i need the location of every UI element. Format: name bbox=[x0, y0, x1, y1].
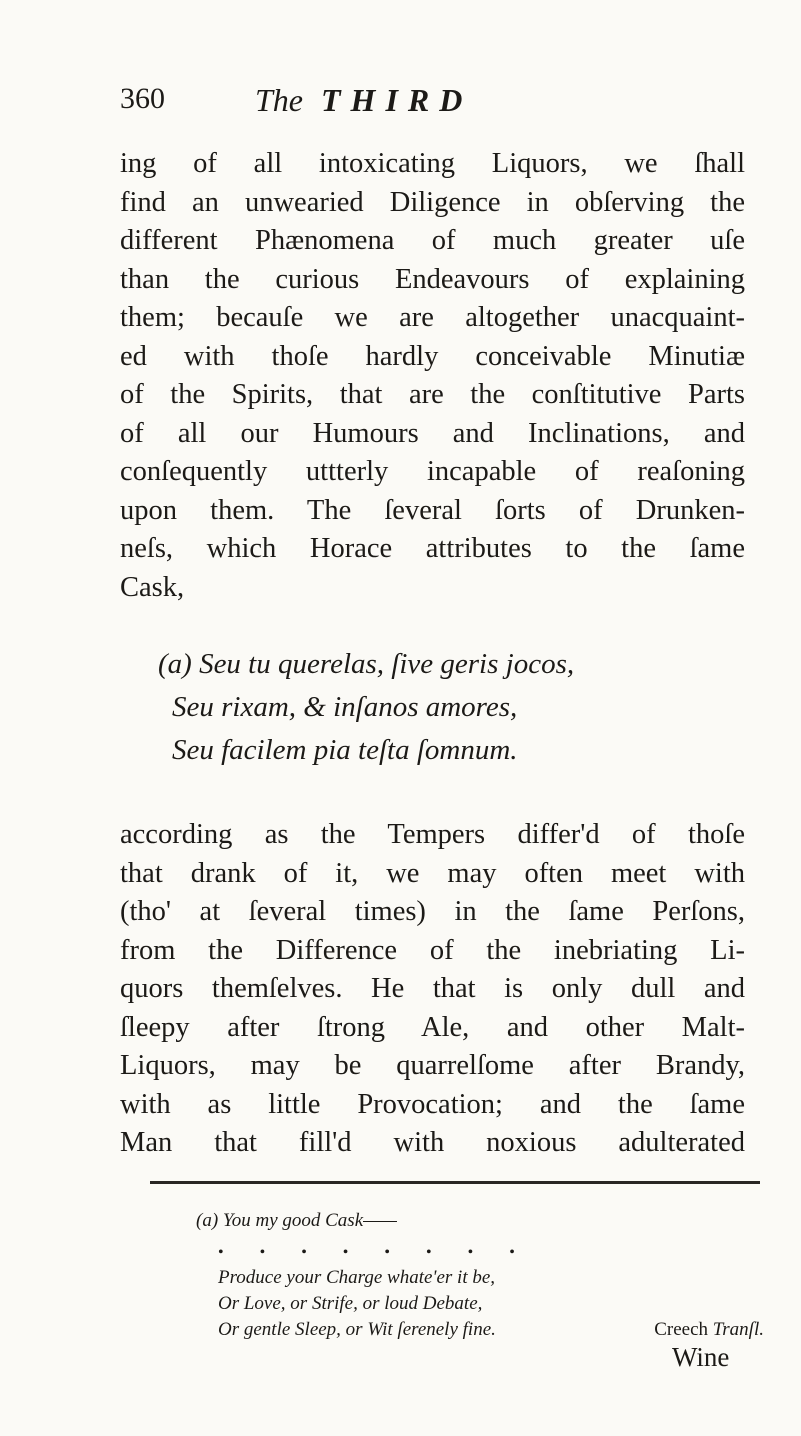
text-line: neſs, which Horace attributes to the ſame bbox=[120, 533, 745, 564]
text-line: conſequently uttterly incapable of reaſoning bbox=[120, 456, 745, 487]
running-head bbox=[255, 82, 472, 119]
text-line: according as the Tempers differ'd of thoſe bbox=[120, 819, 745, 850]
footnote-line: Or gentle Sleep, or Wit ſerenely fine. bbox=[218, 1319, 496, 1340]
running-head-the: The bbox=[255, 82, 303, 118]
text-line: Man that fill'd with noxious adulterated bbox=[120, 1127, 745, 1158]
footnote-line: Or Love, or Strife, or loud Debate, bbox=[218, 1293, 483, 1314]
running-head-word: THIRD bbox=[321, 82, 473, 118]
catchword: Wine bbox=[672, 1342, 730, 1372]
footnote-rule bbox=[150, 1181, 760, 1184]
text-line: upon them. The ſeveral ſorts of Drunken- bbox=[120, 494, 745, 526]
page-header bbox=[120, 82, 680, 128]
text-line: of all our Humours and Inclinations, and bbox=[120, 417, 745, 449]
text-line: quors themſelves. He that is only dull and bbox=[120, 973, 745, 1004]
text-line: that drank of it, we may often meet with bbox=[120, 857, 745, 889]
text-line: (tho' at ſeveral times) in the ſame Perſons, bbox=[120, 896, 745, 927]
text-line: Liquors, may be quarrelſome after Brandy, bbox=[120, 1050, 745, 1081]
latin-verse-quotation bbox=[158, 643, 574, 772]
credit-abbrev: Tranſl. bbox=[712, 1319, 764, 1340]
text-line: of the Spirits, that are the conſtitutive Parts bbox=[120, 379, 745, 410]
footnote-line: Produce your Charge whate'er it be, bbox=[218, 1267, 496, 1288]
text-line: ing of all intoxicating Liquors, we ſhall bbox=[120, 148, 745, 179]
verse-line: Seu facilem pia teſta ſomnum. bbox=[172, 734, 518, 766]
footnote-line: (a) You my good Cask—— bbox=[196, 1210, 397, 1231]
verse-line: Seu rixam, & inſanos amores, bbox=[172, 691, 518, 723]
footnote-last-line bbox=[218, 1317, 764, 1343]
text-line: with as little Provocation; and the ſame bbox=[120, 1088, 745, 1120]
text-line: different Phænomena of much greater uſe bbox=[120, 225, 745, 256]
paragraph-2 bbox=[120, 816, 745, 1163]
text-line: find an unwearied Diligence in obſerving the bbox=[120, 186, 745, 218]
credit-name: Creech bbox=[654, 1319, 709, 1340]
text-line: than the curious Endeavours of explaining bbox=[120, 263, 745, 295]
footnote-ellipsis-dots: • • • • • • • • bbox=[218, 1244, 531, 1261]
page-number: 360 bbox=[120, 82, 165, 115]
text-line: ed with thoſe hardly conceivable Minutiæ bbox=[120, 340, 745, 372]
text-line: Cask, bbox=[120, 571, 185, 603]
text-line: from the Difference of the inebriating Li- bbox=[120, 934, 745, 966]
paragraph-1 bbox=[120, 145, 745, 607]
verse-line: (a) Seu tu querelas, ſive geris jocos, bbox=[158, 648, 575, 680]
translation-credit bbox=[654, 1317, 764, 1343]
text-line: ſleepy after ſtrong Ale, and other Malt- bbox=[120, 1011, 745, 1043]
text-line: them; becauſe we are altogether unacquaint- bbox=[120, 302, 745, 333]
